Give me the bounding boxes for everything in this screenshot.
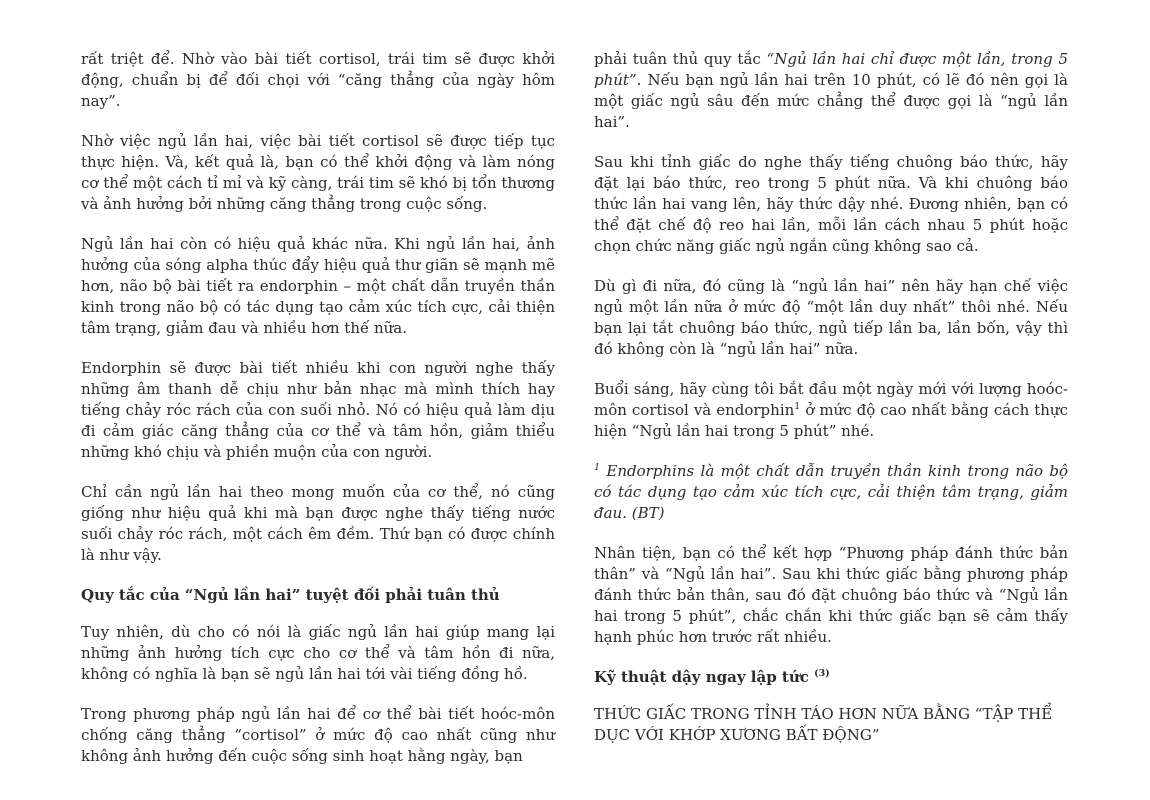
left-column: [81, 49, 555, 786]
paragraph: Nhân tiện, bạn có thể kết hợp “Phương pháp đánh thức bản thân” và “Ngủ lần hai”. Sau khi thức giấc bằng phương pháp đánh thức bản thân, sau đó đặt chuông báo thức và “Ngủ lần hai trong 5 phút”, chắc chắn khi thức giấc bạn sẽ cảm thấy hạnh phúc hơn trước rất nhiều.: [594, 544, 1068, 646]
paragraph: rất triệt để. Nhờ vào bài tiết cortisol, trái tim sẽ được khởi động, chuẩn bị để đối chọi với “căng thẳng của ngày hôm nay”.: [81, 50, 555, 110]
right-column: [594, 49, 1068, 765]
section-heading: [594, 667, 1068, 688]
paragraph: Tuy nhiên, dù cho có nói là giấc ngủ lần hai giúp mang lại những ảnh hưởng tích cực cho cơ thể và tâm hồn đi nữa, không có nghĩa là bạn sẽ ngủ lần hai tới vài tiếng đồng hồ.: [81, 623, 555, 683]
heading-text: Kỹ thuật dậy ngay lập tức: [594, 668, 809, 686]
paragraph: Dù gì đi nữa, đó cũng là “ngủ lần hai” nên hãy hạn chế việc ngủ một lần nữa ở mức độ “một lần duy nhất” thôi nhé. Nếu bạn lại tắt chuông báo thức, ngủ tiếp lần ba, lần bốn, vậy thì đó không còn là “ngủ lần hai” nữa.: [594, 277, 1068, 358]
subheading-caps: THỨC GIẤC TRONG TỈNH TÁO HƠN NỮA BẰNG “TẬP THỂ DỤC VỚI KHỚP XƯƠNG BẤT ĐỘNG”: [594, 705, 1053, 744]
paragraph: [594, 49, 1068, 133]
text-run: Buổi sáng, hãy cùng tôi bắt đầu một ngày mới với lượng hoóc-môn cortisol và endorphin: [594, 380, 1068, 419]
text-run: ở mức độ cao nhất bằng cách thực hiện “Ngủ lần hai trong 5 phút” nhé.: [594, 401, 1068, 440]
paragraph: Chỉ cần ngủ lần hai theo mong muốn của cơ thể, nó cũng giống như hiệu quả khi mà bạn được nghe thấy tiếng nước suối chảy róc rách, một cách êm đềm. Thứ bạn có được chính là như vậy.: [81, 483, 555, 564]
paragraph: [594, 379, 1068, 442]
text-run: . Nếu bạn ngủ lần hai trên 10 phút, có lẽ đó nên gọi là một giấc ngủ sâu đến mức chẳng thể được gọi là “ngủ lần hai”.: [594, 71, 1068, 131]
footnote: [594, 461, 1068, 524]
footnote-number: 1: [594, 462, 601, 473]
text-run: phải tuân thủ quy tắc: [594, 50, 767, 68]
footnote-marker: 1: [794, 401, 801, 412]
paragraph: Nhờ việc ngủ lần hai, việc bài tiết cortisol sẽ được tiếp tục thực hiện. Và, kết quả là, bạn có thể khởi động và làm nóng cơ thể một cách tỉ mỉ và kỹ càng, trái tim sẽ khó bị tổn thương và ảnh hưởng bởi những căng thẳng trong cuộc sống.: [81, 132, 556, 213]
paragraph: Trong phương pháp ngủ lần hai để cơ thể bài tiết hoóc-môn chống căng thẳng “cortisol” ở mức độ cao nhất cũng như không ảnh hưởng đến cuộc sống sinh hoạt hằng ngày, bạn: [81, 705, 555, 765]
paragraph: Ngủ lần hai còn có hiệu quả khác nữa. Khi ngủ lần hai, ảnh hưởng của sóng alpha thúc đẩy hiệu quả thư giãn sẽ mạnh mẽ hơn, não bộ bài tiết ra endorphin – một chất dẫn truyền thần kinh trong não bộ có tác dụng tạo cảm xúc tích cực, cải thiện tâm trạng, giảm đau và nhiều hơn thế nữa.: [81, 235, 555, 337]
quoted-rule: “Ngủ lần hai chỉ được một lần, trong 5 phút”: [594, 50, 1069, 89]
section-heading: Quy tắc của “Ngủ lần hai” tuyệt đối phải tuân thủ: [81, 586, 500, 604]
paragraph: Sau khi tỉnh giấc do nghe thấy tiếng chuông báo thức, hãy đặt lại báo thức, reo trong 5 phút nữa. Và khi chuông báo thức lần hai vang lên, hãy thức dậy nhé. Đương nhiên, bạn có thể đặt chế độ reo hai lần, mỗi lần cách nhau 5 phút hoặc chọn chức năng giấc ngủ ngắn cũng không sao cả.: [594, 153, 1068, 255]
paragraph: Endorphin sẽ được bài tiết nhiều khi con người nghe thấy những âm thanh dễ chịu như bản nhạc mà mình thích hay tiếng chảy róc rách của con suối nhỏ. Nó có hiệu quả làm dịu đi cảm giác căng thẳng của cơ thể và tâm hồn, giảm thiểu những khó chịu và phiền muộn của con người.: [81, 359, 555, 461]
heading-reference: (3): [814, 668, 830, 679]
footnote-text: Endorphins là một chất dẫn truyền thần kinh trong não bộ có tác dụng tạo cảm xúc tích cực, cải thiện tâm trạng, giảm đau. (BT): [594, 462, 1068, 522]
